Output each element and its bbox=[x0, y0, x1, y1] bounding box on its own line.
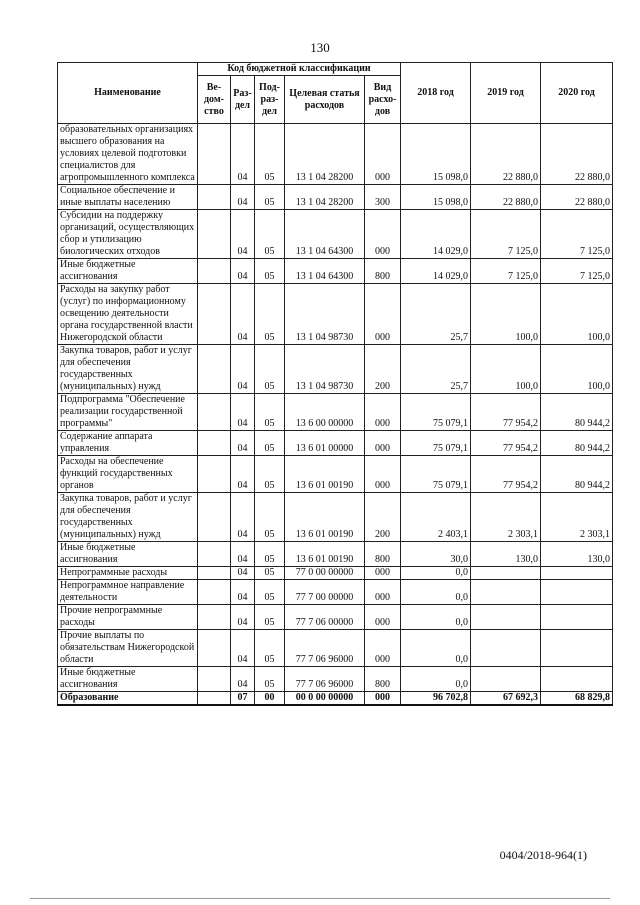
row-razdel: 04 bbox=[231, 456, 255, 493]
row-2019: 7 125,0 bbox=[471, 210, 541, 259]
row-2020: 68 829,8 bbox=[541, 692, 613, 706]
row-2018: 0,0 bbox=[401, 605, 471, 630]
row-podrazdel: 05 bbox=[255, 493, 285, 542]
row-2019 bbox=[471, 630, 541, 667]
row-2020: 22 880,0 bbox=[541, 124, 613, 185]
row-razdel: 04 bbox=[231, 542, 255, 567]
row-vedomstvo bbox=[198, 692, 231, 706]
row-2020: 22 880,0 bbox=[541, 185, 613, 210]
row-2018: 14 029,0 bbox=[401, 210, 471, 259]
row-vid: 000 bbox=[365, 284, 401, 345]
row-target: 00 0 00 00000 bbox=[285, 692, 365, 706]
row-2019: 77 954,2 bbox=[471, 456, 541, 493]
row-podrazdel: 05 bbox=[255, 124, 285, 185]
row-target: 13 6 01 00190 bbox=[285, 542, 365, 567]
row-vid: 200 bbox=[365, 493, 401, 542]
document-code: 0404/2018-964(1) bbox=[499, 848, 587, 862]
row-vid: 000 bbox=[365, 692, 401, 706]
header-target: Целевая статья расходов bbox=[285, 76, 365, 124]
table-row bbox=[58, 605, 613, 630]
table-row bbox=[58, 431, 613, 456]
row-target: 13 1 04 98730 bbox=[285, 345, 365, 394]
row-2020: 100,0 bbox=[541, 284, 613, 345]
row-name: Непрограммные расходы bbox=[58, 567, 198, 580]
table-row bbox=[58, 493, 613, 542]
row-2018: 0,0 bbox=[401, 567, 471, 580]
row-2018: 25,7 bbox=[401, 284, 471, 345]
table-row bbox=[58, 692, 613, 706]
row-podrazdel: 05 bbox=[255, 667, 285, 692]
table-row bbox=[58, 456, 613, 493]
row-podrazdel: 05 bbox=[255, 456, 285, 493]
header-razdel: Раз-дел bbox=[231, 76, 255, 124]
row-2018: 30,0 bbox=[401, 542, 471, 567]
row-vedomstvo bbox=[198, 667, 231, 692]
row-target: 77 0 00 00000 bbox=[285, 567, 365, 580]
row-2019: 100,0 bbox=[471, 345, 541, 394]
row-2018: 75 079,1 bbox=[401, 394, 471, 431]
row-2020: 80 944,2 bbox=[541, 431, 613, 456]
table-row bbox=[58, 345, 613, 394]
row-name: Непрограммное направление деятельности bbox=[58, 580, 198, 605]
row-target: 13 6 00 00000 bbox=[285, 394, 365, 431]
row-razdel: 04 bbox=[231, 493, 255, 542]
row-razdel: 04 bbox=[231, 185, 255, 210]
row-2020: 130,0 bbox=[541, 542, 613, 567]
table-row bbox=[58, 580, 613, 605]
row-vedomstvo bbox=[198, 542, 231, 567]
divider bbox=[30, 898, 610, 899]
row-2020: 7 125,0 bbox=[541, 210, 613, 259]
row-razdel: 04 bbox=[231, 284, 255, 345]
row-razdel: 04 bbox=[231, 431, 255, 456]
row-vid: 000 bbox=[365, 567, 401, 580]
row-vedomstvo bbox=[198, 185, 231, 210]
row-vid: 800 bbox=[365, 667, 401, 692]
table-row bbox=[58, 394, 613, 431]
row-2019 bbox=[471, 667, 541, 692]
row-2018: 75 079,1 bbox=[401, 431, 471, 456]
row-2019: 7 125,0 bbox=[471, 259, 541, 284]
row-name: образовательных организациях высшего образования на условиях целевой подготовки специалистов для агропромышленного комплекса bbox=[58, 124, 198, 185]
row-vid: 000 bbox=[365, 431, 401, 456]
row-vedomstvo bbox=[198, 580, 231, 605]
row-vid: 000 bbox=[365, 630, 401, 667]
row-razdel: 04 bbox=[231, 124, 255, 185]
row-target: 13 1 04 28200 bbox=[285, 124, 365, 185]
table-row bbox=[58, 284, 613, 345]
row-2020 bbox=[541, 630, 613, 667]
row-name: Иные бюджетные ассигнования bbox=[58, 667, 198, 692]
row-2019: 77 954,2 bbox=[471, 431, 541, 456]
row-name: Расходы на обеспечение функций государственных органов bbox=[58, 456, 198, 493]
row-target: 77 7 00 00000 bbox=[285, 580, 365, 605]
header-vedomstvo: Ве-дом-ство bbox=[198, 76, 231, 124]
row-vid: 000 bbox=[365, 394, 401, 431]
row-2018: 14 029,0 bbox=[401, 259, 471, 284]
row-2020: 80 944,2 bbox=[541, 394, 613, 431]
header-classification-group: Код бюджетной классификации bbox=[198, 63, 401, 76]
row-name: Закупка товаров, работ и услуг для обеспечения государственных (муниципальных) нужд bbox=[58, 345, 198, 394]
row-podrazdel: 05 bbox=[255, 605, 285, 630]
row-vid: 000 bbox=[365, 456, 401, 493]
row-vedomstvo bbox=[198, 630, 231, 667]
row-razdel: 04 bbox=[231, 394, 255, 431]
row-2018: 96 702,8 bbox=[401, 692, 471, 706]
row-podrazdel: 05 bbox=[255, 567, 285, 580]
row-name: Прочие непрограммные расходы bbox=[58, 605, 198, 630]
row-razdel: 04 bbox=[231, 580, 255, 605]
row-target: 77 7 06 96000 bbox=[285, 630, 365, 667]
row-2018: 15 098,0 bbox=[401, 185, 471, 210]
row-2019: 22 880,0 bbox=[471, 185, 541, 210]
row-podrazdel: 05 bbox=[255, 210, 285, 259]
row-razdel: 04 bbox=[231, 210, 255, 259]
header-vid: Вид расхо-дов bbox=[365, 76, 401, 124]
row-razdel: 04 bbox=[231, 605, 255, 630]
row-vedomstvo bbox=[198, 345, 231, 394]
header-2018: 2018 год bbox=[401, 63, 471, 124]
row-name: Субсидии на поддержку организаций, осуществляющих сбор и утилизацию биологических отходов bbox=[58, 210, 198, 259]
row-podrazdel: 05 bbox=[255, 542, 285, 567]
header-name: Наименование bbox=[58, 63, 198, 124]
row-target: 13 1 04 28200 bbox=[285, 185, 365, 210]
row-vid: 800 bbox=[365, 259, 401, 284]
table-row bbox=[58, 185, 613, 210]
table-body bbox=[58, 124, 613, 706]
row-vedomstvo bbox=[198, 284, 231, 345]
row-vid: 300 bbox=[365, 185, 401, 210]
row-2020: 80 944,2 bbox=[541, 456, 613, 493]
row-podrazdel: 00 bbox=[255, 692, 285, 706]
row-razdel: 07 bbox=[231, 692, 255, 706]
row-podrazdel: 05 bbox=[255, 284, 285, 345]
header-podrazdel: Под-раз-дел bbox=[255, 76, 285, 124]
row-name: Иные бюджетные ассигнования bbox=[58, 259, 198, 284]
row-2020 bbox=[541, 667, 613, 692]
row-name: Расходы на закупку работ (услуг) по информационному освещению деятельности органа государственной власти Нижегородской области bbox=[58, 284, 198, 345]
row-name: Прочие выплаты по обязательствам Нижегородской области bbox=[58, 630, 198, 667]
row-2018: 75 079,1 bbox=[401, 456, 471, 493]
row-vedomstvo bbox=[198, 394, 231, 431]
row-2020 bbox=[541, 580, 613, 605]
row-name: Образование bbox=[58, 692, 198, 706]
row-2019: 2 303,1 bbox=[471, 493, 541, 542]
row-target: 13 6 01 00000 bbox=[285, 431, 365, 456]
row-podrazdel: 05 bbox=[255, 580, 285, 605]
row-razdel: 04 bbox=[231, 630, 255, 667]
row-podrazdel: 05 bbox=[255, 630, 285, 667]
row-razdel: 04 bbox=[231, 259, 255, 284]
row-2019: 67 692,3 bbox=[471, 692, 541, 706]
row-2019: 22 880,0 bbox=[471, 124, 541, 185]
row-target: 77 7 06 00000 bbox=[285, 605, 365, 630]
row-vedomstvo bbox=[198, 431, 231, 456]
row-vedomstvo bbox=[198, 456, 231, 493]
row-target: 13 1 04 64300 bbox=[285, 259, 365, 284]
table-row bbox=[58, 630, 613, 667]
row-vedomstvo bbox=[198, 493, 231, 542]
row-2020: 2 303,1 bbox=[541, 493, 613, 542]
row-2020 bbox=[541, 605, 613, 630]
row-vedomstvo bbox=[198, 567, 231, 580]
row-podrazdel: 05 bbox=[255, 185, 285, 210]
row-2020: 7 125,0 bbox=[541, 259, 613, 284]
row-2019 bbox=[471, 580, 541, 605]
row-2019: 130,0 bbox=[471, 542, 541, 567]
row-name: Содержание аппарата управления bbox=[58, 431, 198, 456]
row-name: Подпрограмма "Обеспечение реализации государственной программы" bbox=[58, 394, 198, 431]
row-razdel: 04 bbox=[231, 567, 255, 580]
row-2018: 2 403,1 bbox=[401, 493, 471, 542]
row-vid: 000 bbox=[365, 605, 401, 630]
row-2018: 0,0 bbox=[401, 580, 471, 605]
row-2020 bbox=[541, 567, 613, 580]
header-2019: 2019 год bbox=[471, 63, 541, 124]
row-2018: 0,0 bbox=[401, 667, 471, 692]
row-2019: 77 954,2 bbox=[471, 394, 541, 431]
row-target: 13 1 04 64300 bbox=[285, 210, 365, 259]
table-row bbox=[58, 542, 613, 567]
row-vedomstvo bbox=[198, 605, 231, 630]
table-row bbox=[58, 210, 613, 259]
row-razdel: 04 bbox=[231, 667, 255, 692]
row-name: Иные бюджетные ассигнования bbox=[58, 542, 198, 567]
row-vid: 000 bbox=[365, 124, 401, 185]
row-vedomstvo bbox=[198, 210, 231, 259]
row-2018: 0,0 bbox=[401, 630, 471, 667]
row-target: 13 1 04 98730 bbox=[285, 284, 365, 345]
row-vid: 800 bbox=[365, 542, 401, 567]
row-2020: 100,0 bbox=[541, 345, 613, 394]
row-name: Закупка товаров, работ и услуг для обеспечения государственных (муниципальных) нужд bbox=[58, 493, 198, 542]
row-name: Социальное обеспечение и иные выплаты населению bbox=[58, 185, 198, 210]
row-2018: 15 098,0 bbox=[401, 124, 471, 185]
row-razdel: 04 bbox=[231, 345, 255, 394]
row-podrazdel: 05 bbox=[255, 394, 285, 431]
row-2019 bbox=[471, 567, 541, 580]
header-2020: 2020 год bbox=[541, 63, 613, 124]
row-target: 77 7 06 96000 bbox=[285, 667, 365, 692]
row-2019 bbox=[471, 605, 541, 630]
table-row bbox=[58, 667, 613, 692]
row-vedomstvo bbox=[198, 259, 231, 284]
row-vid: 200 bbox=[365, 345, 401, 394]
budget-table bbox=[57, 62, 613, 706]
row-vedomstvo bbox=[198, 124, 231, 185]
row-podrazdel: 05 bbox=[255, 259, 285, 284]
row-target: 13 6 01 00190 bbox=[285, 456, 365, 493]
row-podrazdel: 05 bbox=[255, 431, 285, 456]
row-2019: 100,0 bbox=[471, 284, 541, 345]
row-podrazdel: 05 bbox=[255, 345, 285, 394]
row-2018: 25,7 bbox=[401, 345, 471, 394]
row-target: 13 6 01 00190 bbox=[285, 493, 365, 542]
table-row bbox=[58, 124, 613, 185]
page-number: 130 bbox=[310, 40, 330, 55]
table-row bbox=[58, 259, 613, 284]
row-vid: 000 bbox=[365, 210, 401, 259]
row-vid: 000 bbox=[365, 580, 401, 605]
table-row bbox=[58, 567, 613, 580]
